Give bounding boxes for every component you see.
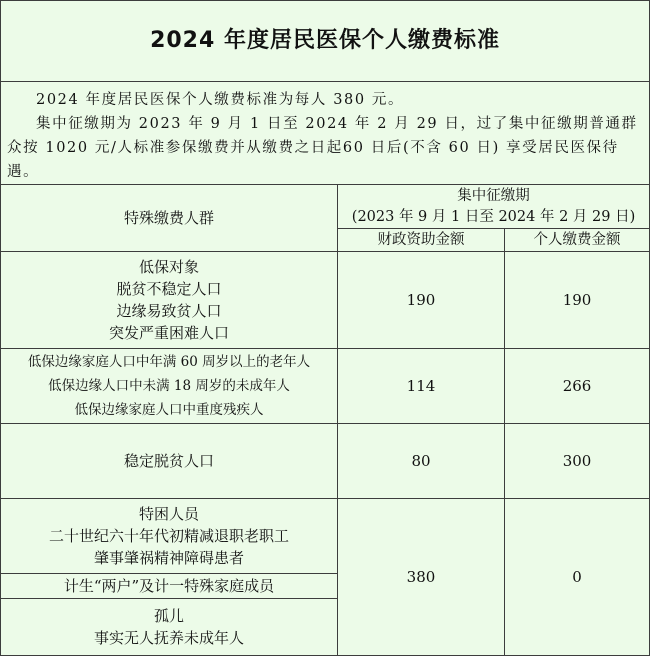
group-header: 特殊缴费人群 <box>1 185 338 252</box>
group-name: 低保边缘家庭人口中年满 60 周岁以上的老年人 <box>27 354 311 370</box>
period-header-dates: (2023 年 9 月 1 日至 2024 年 2 月 29 日) <box>351 208 636 225</box>
subsidy-column-header: 财政资助金额 <box>338 229 505 252</box>
group-cell <box>1 599 338 656</box>
table-row <box>1 424 650 499</box>
personal-amount: 300 <box>505 424 650 499</box>
group-name: 特困人员 <box>138 505 199 523</box>
group-name: 低保边缘人口中未满 18 周岁的未成年人 <box>48 378 290 394</box>
period-header-title: 集中征缴期 <box>457 187 530 204</box>
group-name: 低保边缘家庭人口中重度残疾人 <box>74 402 264 418</box>
personal-amount: 0 <box>505 499 650 656</box>
group-cell <box>1 252 338 349</box>
group-name: 二十世纪六十年代初精减退职老职工 <box>48 527 289 545</box>
group-name: 低保对象 <box>138 258 199 276</box>
group-cell <box>1 349 338 424</box>
personal-amount: 190 <box>505 252 650 349</box>
personal-column-header: 个人缴费金额 <box>505 229 650 252</box>
group-name: 肇事肇祸精神障碍患者 <box>93 549 244 567</box>
group-cell <box>1 574 338 599</box>
group-name: 孤儿 <box>153 607 184 625</box>
intro-line-standard: 2024 年度居民医保个人缴费标准为每人 380 元。 <box>36 92 405 108</box>
group-cell <box>1 499 338 574</box>
group-name: 突发严重困难人口 <box>108 324 229 342</box>
group-name: 稳定脱贫人口 <box>123 452 214 470</box>
group-cell <box>1 424 338 499</box>
subsidy-amount: 114 <box>338 349 505 424</box>
subsidy-amount: 80 <box>338 424 505 499</box>
group-name: 脱贫不稳定人口 <box>116 280 222 298</box>
group-name: 计生“两户”及计一特殊家庭成员 <box>63 577 275 595</box>
personal-amount: 266 <box>505 349 650 424</box>
subsidy-amount: 380 <box>338 499 505 656</box>
subsidy-amount: 190 <box>338 252 505 349</box>
table-row <box>1 349 650 424</box>
group-name: 事实无人抚养未成年人 <box>93 629 244 647</box>
page-title: 2024 年度居民医保个人缴费标准 <box>1 1 650 82</box>
period-header <box>338 185 650 229</box>
group-name: 边缘易致贫人口 <box>116 302 222 320</box>
intro-paragraph <box>1 82 650 185</box>
table-row <box>1 499 650 574</box>
table-row <box>1 252 650 349</box>
intro-line-period: 集中征缴期为 2023 年 9 月 1 日至 2024 年 2 月 29 日，过了集中征缴期普通群众按 1020 元/人标准参保缴费并从缴费之日起60 日后(不含 60 日) 享受居民医保待遇。 <box>7 116 638 180</box>
